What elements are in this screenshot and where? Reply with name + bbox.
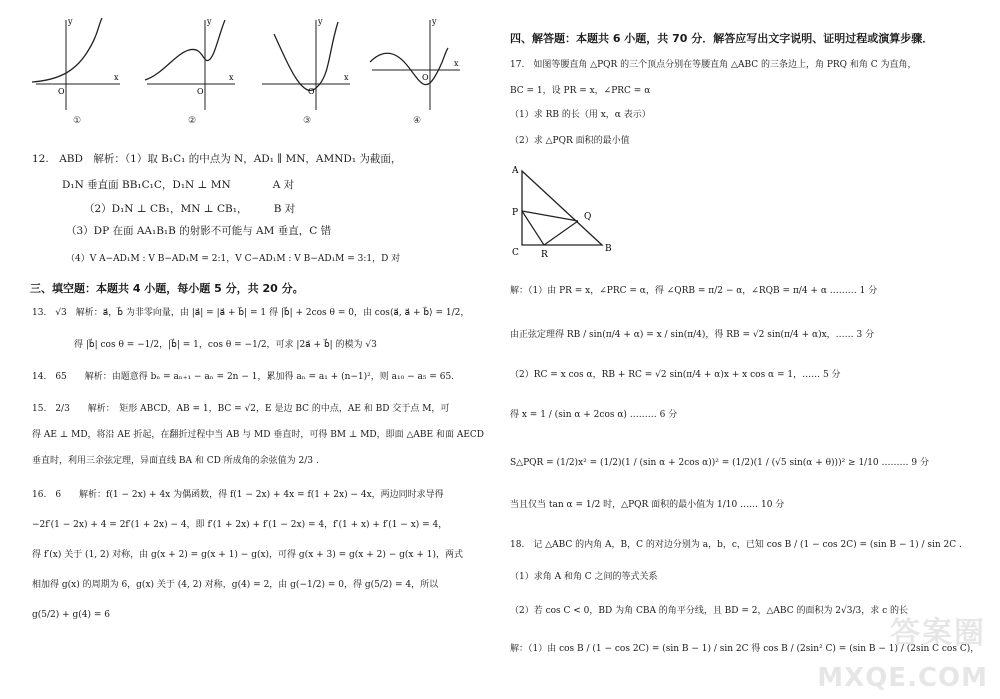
right-column bbox=[500, 0, 1000, 699]
q17-line-4: （2）求 △PQR 面积的最小值 bbox=[510, 136, 630, 146]
left-column bbox=[0, 0, 495, 699]
sol17-line-4: 得 x = 1 / (sin α + 2cos α) ……… 6 分 bbox=[510, 410, 678, 420]
q18-line-1: 18. 记 △ABC 的内角 A，B，C 的对边分别为 a，b，c，已知 cos B / (1 − cos 2C) = (sin B − 1) / sin 2C . bbox=[510, 540, 962, 550]
q16-line-2: −2f′(1 − 2x) + 4 = 2f′(1 + 2x) − 4，即 f′(1 + 2x) + f′(1 − 2x) = 4，f′(1 + x) + f′(1 − x) = 4， bbox=[32, 520, 448, 530]
graph-2-ylabel: y bbox=[207, 17, 212, 26]
triangle-svg bbox=[510, 165, 620, 260]
graph-4-origin: O bbox=[422, 73, 429, 82]
graph-2-caption: ② bbox=[187, 116, 197, 126]
q12-line-3: （2）D₁N ⊥ CB₁，MN ⊥ CB₁， B 对 bbox=[84, 203, 296, 215]
vertex-q-label: Q bbox=[584, 212, 592, 222]
graph-1-caption: ① bbox=[72, 116, 82, 126]
function-graph-3 bbox=[258, 14, 356, 126]
triangle-figure bbox=[510, 165, 620, 260]
graph-3-ylabel: y bbox=[318, 17, 323, 26]
function-graph-4 bbox=[368, 14, 466, 126]
sol17-line-2: 由正弦定理得 RB / sin(π/4 + α) = x / sin(π/4)，得 RB = √2 sin(π/4 + α)x，…… 3 分 bbox=[510, 330, 875, 340]
q17-line-3: （1）求 RB 的长（用 x，α 表示） bbox=[510, 110, 651, 120]
q12-line-1: 12. ABD 解析：（1）取 B₁C₁ 的中点为 N，AD₁ ∥ MN，AMND₁ 为截面， bbox=[32, 153, 402, 165]
sol17-line-5: S△PQR = (1/2)x² = (1/2)(1 / (sin α + 2cos α))² = (1/2)(1 / (√5 sin(α + θ)))² ≥ 1/10 ……… 9 分 bbox=[510, 458, 929, 468]
q14-line: 14. 65 解析：由题意得 bₙ = aₙ₊₁ − aₙ = 2n − 1，累加得 aₙ = a₁ + (n−1)²，则 a₁₀ − a₅ = 65. bbox=[32, 372, 455, 382]
graph-1-xlabel: x bbox=[114, 73, 119, 82]
section-4-heading: 四、解答题：本题共 6 小题，共 70 分．解答应写出文字说明、证明过程或演算步骤． bbox=[510, 32, 934, 45]
q12-line-2: D₁N 垂直面 BB₁C₁C，D₁N ⊥ MN A 对 bbox=[62, 179, 295, 191]
vertex-a-label: A bbox=[512, 166, 519, 176]
vertex-p-label: P bbox=[512, 208, 519, 218]
q12-line-4: （3）DP 在面 AA₁B₁B 的射影不可能与 AM 垂直，C 错 bbox=[66, 225, 332, 237]
graph-1-origin: O bbox=[58, 87, 65, 96]
q15-line-1: 15. 2/3 解析： 矩形 ABCD，AB = 1，BC = √2，E 是边 BC 的中点，AE 和 BD 交于点 M，可 bbox=[32, 404, 450, 414]
q12-line-5: （4）V A−AD₁M : V B−AD₁M = 2:1，V C−AD₁M : V B−AD₁M = 3:1，D 对 bbox=[66, 254, 401, 264]
q13-line-1: 13. √3 解析：a⃗，b⃗ 为非零向量，由 |a⃗| = |a⃗ + b⃗| = 1 得 |b⃗| + 2cos θ = 0，由 cos⟨a⃗, a⃗ + b⃗⟩ = 1/2， bbox=[32, 308, 470, 318]
q16-line-5: g(5/2) + g(4) = 6 bbox=[32, 610, 111, 620]
q16-line-1: 16. 6 解析：f(1 − 2x) + 4x 为偶函数，得 f(1 − 2x) + 4x = f(1 + 2x) − 4x，两边同时求导得 bbox=[32, 490, 444, 500]
graph-3-caption: ③ bbox=[302, 116, 312, 126]
graph-2-origin: O bbox=[197, 87, 204, 96]
function-graph-1 bbox=[28, 14, 126, 126]
q16-line-4: 相加得 g(x) 的周期为 6，g(x) 关于 (4, 2) 对称，g(4) = 2，由 g(−1/2) = 0，得 g(5/2) = 4，所以 bbox=[32, 580, 439, 590]
graph-2-xlabel: x bbox=[229, 73, 234, 82]
graph-3-origin: O bbox=[308, 87, 315, 96]
graph-3-xlabel: x bbox=[344, 73, 349, 82]
graph-4-xlabel: x bbox=[454, 59, 459, 68]
graph-4-caption: ④ bbox=[412, 116, 422, 126]
watermark-bottom: MXQE.COM bbox=[817, 663, 988, 693]
graph-4-ylabel: y bbox=[432, 17, 437, 26]
q15-line-3: 垂直时，利用三余弦定理，异面直线 BA 和 CD 所成角的余弦值为 2/3 . bbox=[32, 456, 319, 466]
vertex-c-label: C bbox=[512, 248, 519, 258]
graph-1-svg bbox=[28, 14, 126, 114]
sol17-line-6: 当且仅当 tan α = 1/2 时，△PQR 面积的最小值为 1/10 …… 10 分 bbox=[510, 500, 785, 510]
watermark bbox=[817, 608, 990, 693]
vertex-r-label: R bbox=[541, 250, 548, 260]
q13-line-2: 得 |b⃗| cos θ = −1/2，|b⃗| = 1，cos θ = −1/2，可求 |2a⃗ + b⃗| 的模为 √3 bbox=[74, 340, 377, 350]
q18-line-3: （2）若 cos C < 0，BD 为角 CBA 的角平分线，且 BD = 2，△ABC 的面积为 2√3/3，求 c 的长 bbox=[510, 606, 909, 616]
graph-4-svg bbox=[368, 14, 466, 114]
q17-line-1: 17. 如图等腰直角 △PQR 的三个顶点分别在等腰直角 △ABC 的三条边上，角 PRQ 和角 C 为直角， bbox=[510, 60, 917, 70]
watermark-top: 答案圈 bbox=[890, 616, 986, 651]
q18-line-2: （1）求角 A 和角 C 之间的等式关系 bbox=[510, 572, 658, 582]
vertex-b-label: B bbox=[605, 244, 612, 254]
section-3-heading: 三、填空题：本题共 4 小题，每小题 5 分，共 20 分。 bbox=[30, 282, 304, 295]
q18-line-4: 解：（1）由 cos B / (1 − cos 2C) = (sin B − 1) / sin 2C 得 cos B / (2sin² C) = (sin B − 1) / (2sin C cos C)， bbox=[510, 644, 980, 654]
q16-line-3: 得 f′(x) 关于 (1, 2) 对称，由 g(x + 2) = g(x + 1) − g(x)，可得 g(x + 3) = g(x + 2) − g(x + 1)，两式 bbox=[32, 550, 463, 560]
graph-1-ylabel: y bbox=[68, 17, 73, 26]
sol17-line-1: 解：（1）由 PR = x，∠PRC = α，得 ∠QRB = π/2 − α，∠RQB = π/4 + α ……… 1 分 bbox=[510, 286, 878, 296]
graph-3-svg bbox=[258, 14, 356, 114]
function-graph-2 bbox=[143, 14, 241, 126]
sol17-line-3: （2）RC = x cos α，RB + RC = √2 sin(π/4 + α)x + x cos α = 1，…… 5 分 bbox=[510, 370, 841, 380]
q17-line-2: BC = 1，设 PR = x，∠PRC = α bbox=[510, 86, 651, 96]
graph-2-svg bbox=[143, 14, 241, 114]
q15-line-2: 得 AE ⊥ MD，将沿 AE 折起，在翻折过程中当 AB 与 MD 垂直时，可得 BM ⊥ MD，即面 △ABE 和面 AECD bbox=[32, 430, 484, 440]
